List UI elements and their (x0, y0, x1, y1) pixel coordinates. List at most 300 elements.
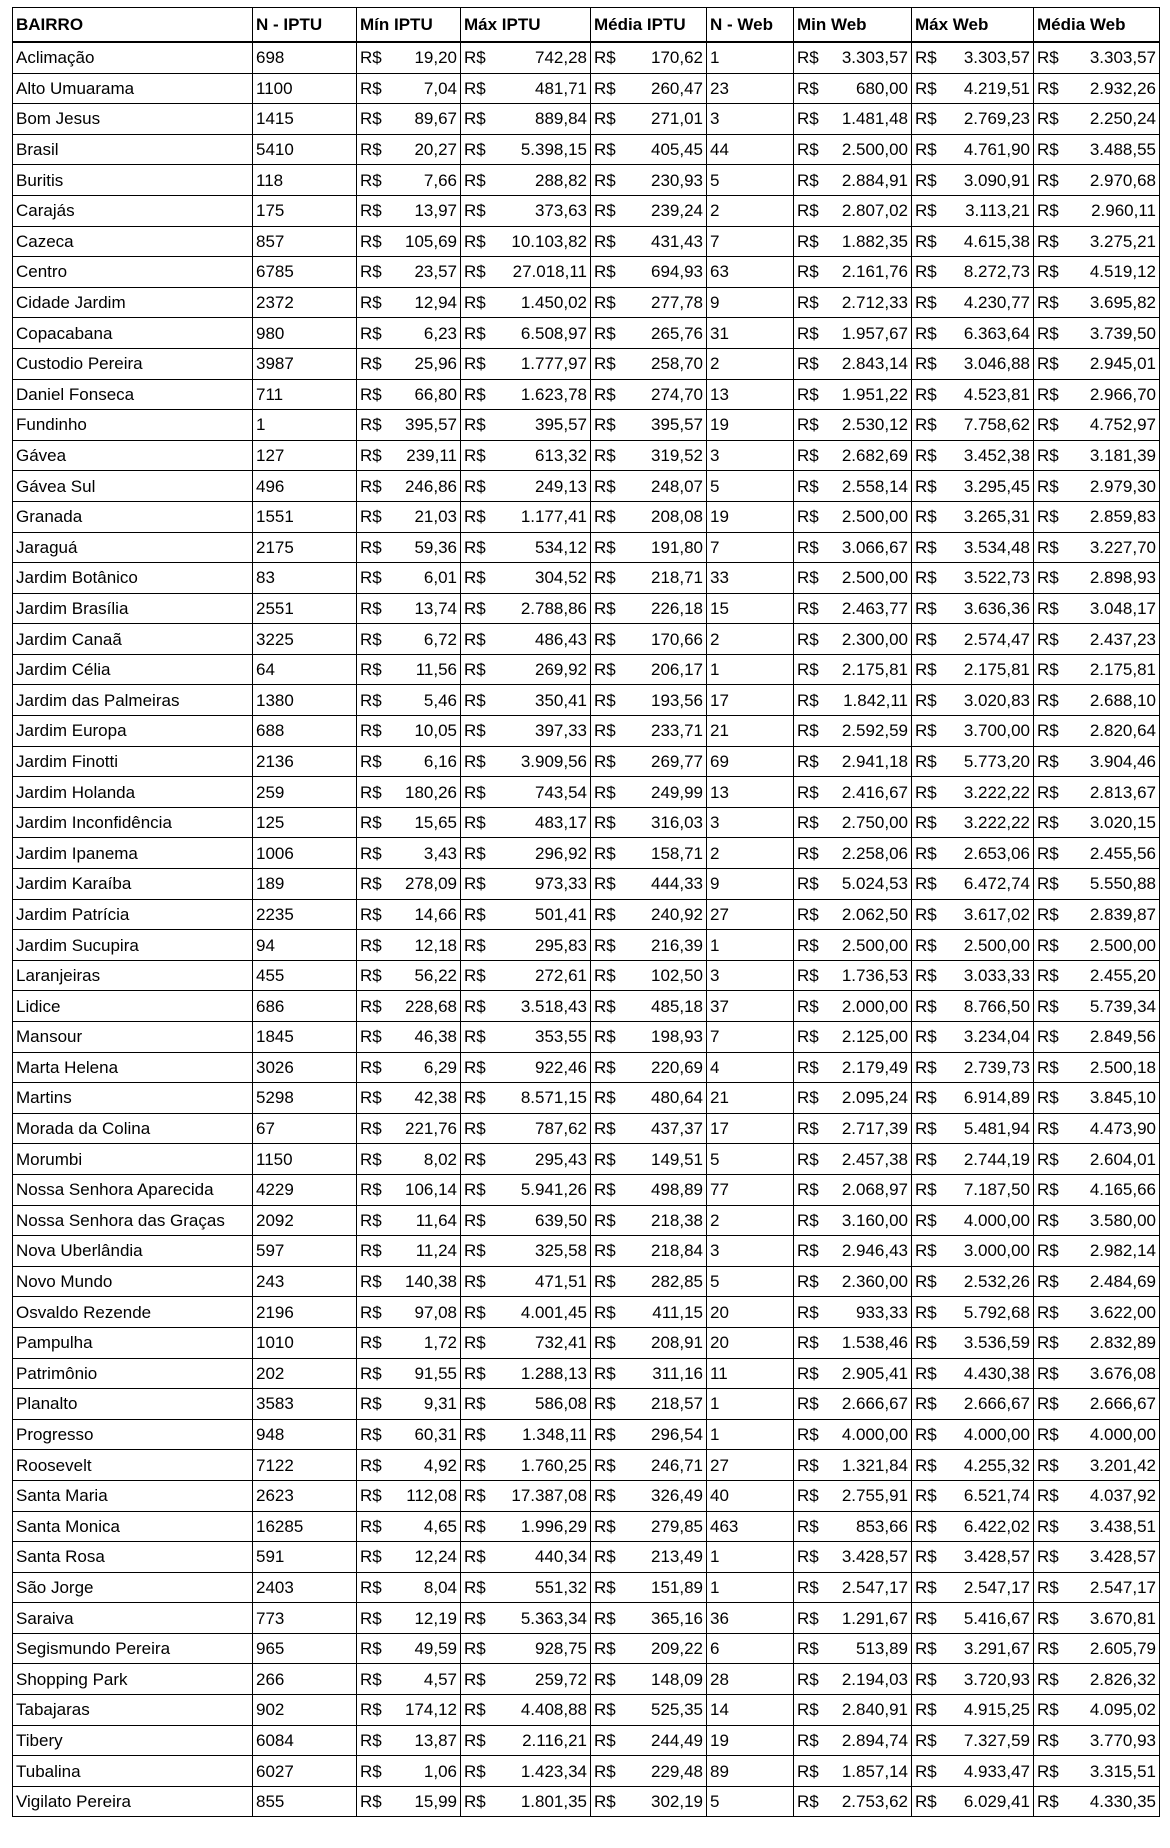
currency-symbol: R$ (1037, 1180, 1059, 1200)
currency-symbol: R$ (360, 1730, 382, 1750)
cell-media-web (1034, 716, 1160, 747)
currency-symbol: R$ (797, 966, 819, 986)
cell-value: 295,83 (535, 935, 587, 955)
currency-symbol: R$ (464, 1639, 486, 1659)
currency-symbol: R$ (464, 323, 486, 343)
cell-n-web: 1 (707, 1542, 794, 1573)
cell-bairro: Jardim Europa (13, 716, 253, 747)
cell-max-iptu (461, 1266, 591, 1297)
cell-min-iptu (357, 1205, 461, 1236)
cell-max-web (912, 501, 1034, 532)
cell-value: 12,19 (414, 1608, 457, 1628)
currency-symbol: R$ (594, 48, 616, 68)
cell-media-iptu (591, 73, 707, 104)
cell-value: 19,20 (414, 48, 457, 68)
cell-value: 295,43 (535, 1149, 587, 1169)
cell-value: 2.807,02 (841, 201, 908, 221)
cell-value: 3.295,45 (963, 476, 1030, 496)
cell-min-web (794, 777, 912, 808)
cell-n-iptu: 1 (253, 410, 357, 441)
cell-n-web: 1 (707, 1572, 794, 1603)
currency-symbol: R$ (915, 323, 937, 343)
cell-value: 3.670,81 (1089, 1608, 1156, 1628)
currency-symbol: R$ (464, 843, 486, 863)
cell-max-iptu (461, 1480, 591, 1511)
cell-min-iptu (357, 899, 461, 930)
cell-bairro: Osvaldo Rezende (13, 1297, 253, 1328)
cell-value: 1.882,35 (841, 231, 908, 251)
cell-max-iptu (461, 1786, 591, 1817)
cell-min-iptu (357, 1480, 461, 1511)
cell-value: 3.227,70 (1089, 537, 1156, 557)
cell-media-iptu (591, 1725, 707, 1756)
cell-min-iptu (357, 1022, 461, 1053)
currency-symbol: R$ (1037, 1241, 1059, 1261)
currency-symbol: R$ (360, 690, 382, 710)
currency-symbol: R$ (464, 1057, 486, 1077)
currency-symbol: R$ (360, 1425, 382, 1445)
cell-value: 405,45 (651, 140, 703, 160)
cell-max-iptu (461, 1542, 591, 1573)
cell-max-iptu (461, 532, 591, 563)
cell-media-web (1034, 1725, 1160, 1756)
currency-symbol: R$ (360, 813, 382, 833)
cell-n-web: 21 (707, 716, 794, 747)
cell-n-iptu: 1006 (253, 838, 357, 869)
cell-min-iptu (357, 318, 461, 349)
cell-value: 3.222,22 (963, 813, 1030, 833)
cell-value: 1.291,67 (841, 1608, 908, 1628)
currency-symbol: R$ (797, 1639, 819, 1659)
cell-min-web (794, 410, 912, 441)
currency-symbol: R$ (360, 1639, 382, 1659)
cell-max-iptu (461, 348, 591, 379)
cell-min-iptu (357, 746, 461, 777)
currency-symbol: R$ (1037, 1302, 1059, 1322)
cell-bairro: Jardim Sucupira (13, 930, 253, 961)
currency-symbol: R$ (1037, 1761, 1059, 1781)
currency-symbol: R$ (1037, 1516, 1059, 1536)
currency-symbol: R$ (915, 1577, 937, 1597)
cell-media-web (1034, 532, 1160, 563)
cell-media-iptu (591, 1572, 707, 1603)
cell-min-web (794, 899, 912, 930)
cell-value: 411,15 (652, 1302, 703, 1322)
currency-symbol: R$ (1037, 751, 1059, 771)
cell-min-iptu (357, 960, 461, 991)
cell-value: 4.000,00 (1089, 1425, 1156, 1445)
cell-max-iptu (461, 746, 591, 777)
cell-media-web (1034, 42, 1160, 73)
table-row (13, 318, 1160, 349)
cell-value: 3.700,00 (963, 721, 1030, 741)
cell-n-iptu: 64 (253, 654, 357, 685)
cell-min-web (794, 1419, 912, 1450)
currency-symbol: R$ (360, 262, 382, 282)
cell-value: 2.941,18 (841, 751, 908, 771)
cell-bairro: Copacabana (13, 318, 253, 349)
cell-min-iptu (357, 348, 461, 379)
cell-max-iptu (461, 654, 591, 685)
currency-symbol: R$ (915, 354, 937, 374)
currency-symbol: R$ (1037, 231, 1059, 251)
cell-value: 239,24 (651, 201, 703, 221)
cell-media-iptu (591, 1511, 707, 1542)
cell-max-web (912, 1511, 1034, 1542)
cell-max-iptu (461, 379, 591, 410)
currency-symbol: R$ (915, 537, 937, 557)
cell-n-web: 13 (707, 379, 794, 410)
cell-value: 296,54 (651, 1425, 703, 1445)
cell-min-web (794, 195, 912, 226)
currency-symbol: R$ (360, 1547, 382, 1567)
cell-media-web (1034, 1327, 1160, 1358)
cell-value: 271,01 (651, 109, 703, 129)
cell-n-web: 3 (707, 807, 794, 838)
cell-value: 2.717,39 (841, 1119, 908, 1139)
cell-value: 1.321,84 (841, 1455, 908, 1475)
cell-value: 2.946,43 (841, 1241, 908, 1261)
cell-media-web (1034, 1664, 1160, 1695)
cell-n-iptu: 688 (253, 716, 357, 747)
cell-value: 1.777,97 (520, 354, 587, 374)
cell-value: 2.982,14 (1089, 1241, 1156, 1261)
currency-symbol: R$ (1037, 1210, 1059, 1230)
cell-value: 3.066,67 (841, 537, 908, 557)
table-row (13, 73, 1160, 104)
currency-symbol: R$ (1037, 507, 1059, 527)
cell-media-iptu (591, 1113, 707, 1144)
header-max-iptu: Máx IPTU (461, 8, 591, 43)
cell-n-iptu: 591 (253, 1542, 357, 1573)
currency-symbol: R$ (797, 1210, 819, 1230)
currency-symbol: R$ (464, 537, 486, 557)
cell-value: 2.884,91 (841, 170, 908, 190)
currency-symbol: R$ (1037, 1057, 1059, 1077)
cell-n-web: 5 (707, 1144, 794, 1175)
cell-media-iptu (591, 1358, 707, 1389)
cell-value: 274,70 (651, 384, 703, 404)
cell-max-iptu (461, 1113, 591, 1144)
currency-symbol: R$ (797, 1425, 819, 1445)
cell-value: 23,57 (414, 262, 457, 282)
cell-bairro: Shopping Park (13, 1664, 253, 1695)
cell-n-web: 14 (707, 1695, 794, 1726)
cell-value: 221,76 (405, 1119, 457, 1139)
cell-media-web (1034, 165, 1160, 196)
cell-max-web (912, 348, 1034, 379)
cell-min-iptu (357, 1511, 461, 1542)
table-row (13, 1786, 1160, 1817)
cell-min-iptu (357, 134, 461, 165)
cell-value: 1.857,14 (841, 1761, 908, 1781)
currency-symbol: R$ (915, 1394, 937, 1414)
currency-symbol: R$ (594, 1302, 616, 1322)
currency-symbol: R$ (360, 996, 382, 1016)
currency-symbol: R$ (915, 446, 937, 466)
cell-value: 230,93 (651, 170, 703, 190)
cell-media-iptu (591, 1664, 707, 1695)
cell-value: 11,24 (415, 1241, 457, 1261)
cell-bairro: Gávea Sul (13, 471, 253, 502)
cell-value: 15,65 (414, 813, 457, 833)
cell-media-web (1034, 287, 1160, 318)
cell-bairro: Marta Helena (13, 1052, 253, 1083)
table-row (13, 1511, 1160, 1542)
cell-media-iptu (591, 532, 707, 563)
cell-value: 2.530,12 (841, 415, 908, 435)
cell-min-iptu (357, 1664, 461, 1695)
cell-max-web (912, 1664, 1034, 1695)
table-row (13, 195, 1160, 226)
cell-max-web (912, 257, 1034, 288)
cell-n-iptu: 125 (253, 807, 357, 838)
currency-symbol: R$ (1037, 109, 1059, 129)
cell-value: 3.000,00 (963, 1241, 1030, 1261)
cell-value: 6.029,41 (963, 1792, 1030, 1812)
cell-value: 3.046,88 (963, 354, 1030, 374)
cell-max-iptu (461, 73, 591, 104)
cell-max-web (912, 1786, 1034, 1817)
currency-symbol: R$ (915, 660, 937, 680)
cell-value: 316,03 (651, 813, 703, 833)
currency-symbol: R$ (594, 1149, 616, 1169)
cell-bairro: Nossa Senhora Aparecida (13, 1174, 253, 1205)
cell-value: 4.915,25 (963, 1700, 1030, 1720)
cell-media-iptu (591, 1144, 707, 1175)
currency-symbol: R$ (1037, 1577, 1059, 1597)
cell-value: 218,57 (651, 1394, 703, 1414)
currency-symbol: R$ (797, 1516, 819, 1536)
cell-value: 2.843,14 (841, 354, 908, 374)
table-row (13, 1113, 1160, 1144)
cell-value: 249,13 (535, 476, 587, 496)
cell-n-iptu: 1551 (253, 501, 357, 532)
currency-symbol: R$ (797, 140, 819, 160)
cell-value: 2.547,17 (841, 1577, 908, 1597)
cell-n-web: 19 (707, 1725, 794, 1756)
cell-value: 6.422,02 (963, 1516, 1030, 1536)
currency-symbol: R$ (594, 996, 616, 1016)
currency-symbol: R$ (360, 629, 382, 649)
currency-symbol: R$ (360, 1302, 382, 1322)
cell-value: 12,24 (414, 1547, 457, 1567)
cell-value: 2.500,00 (841, 140, 908, 160)
cell-value: 9,31 (423, 1394, 457, 1414)
cell-max-iptu (461, 501, 591, 532)
cell-value: 208,08 (651, 507, 703, 527)
currency-symbol: R$ (915, 48, 937, 68)
cell-media-iptu (591, 410, 707, 441)
currency-symbol: R$ (1037, 1425, 1059, 1445)
currency-symbol: R$ (797, 48, 819, 68)
cell-max-web (912, 1358, 1034, 1389)
cell-media-iptu (591, 1205, 707, 1236)
currency-symbol: R$ (360, 140, 382, 160)
cell-value: 365,16 (651, 1608, 703, 1628)
currency-symbol: R$ (915, 843, 937, 863)
cell-value: 220,69 (651, 1057, 703, 1077)
cell-n-web: 11 (707, 1358, 794, 1389)
currency-symbol: R$ (915, 568, 937, 588)
currency-symbol: R$ (594, 1608, 616, 1628)
currency-symbol: R$ (360, 231, 382, 251)
cell-media-web (1034, 226, 1160, 257)
cell-n-web: 6 (707, 1633, 794, 1664)
cell-min-web (794, 685, 912, 716)
currency-symbol: R$ (1037, 354, 1059, 374)
currency-symbol: R$ (594, 109, 616, 129)
cell-n-web: 7 (707, 532, 794, 563)
cell-media-iptu (591, 1327, 707, 1358)
cell-value: 2.125,00 (841, 1027, 908, 1047)
cell-min-web (794, 1174, 912, 1205)
cell-max-web (912, 563, 1034, 594)
cell-bairro: Nossa Senhora das Graças (13, 1205, 253, 1236)
currency-symbol: R$ (594, 323, 616, 343)
cell-value: 2.712,33 (841, 293, 908, 313)
cell-media-web (1034, 1236, 1160, 1267)
table-row (13, 1542, 1160, 1573)
cell-n-iptu: 259 (253, 777, 357, 808)
cell-n-iptu: 1380 (253, 685, 357, 716)
cell-max-web (912, 1572, 1034, 1603)
currency-symbol: R$ (594, 874, 616, 894)
currency-symbol: R$ (797, 1088, 819, 1108)
cell-value: 218,84 (651, 1241, 703, 1261)
cell-n-iptu: 857 (253, 226, 357, 257)
cell-media-web (1034, 960, 1160, 991)
cell-value: 21,03 (414, 507, 457, 527)
cell-media-iptu (591, 318, 707, 349)
currency-symbol: R$ (797, 813, 819, 833)
cell-value: 2.755,91 (841, 1486, 908, 1506)
currency-symbol: R$ (594, 904, 616, 924)
cell-max-web (912, 1695, 1034, 1726)
currency-symbol: R$ (360, 1394, 382, 1414)
cell-media-iptu (591, 685, 707, 716)
cell-bairro: Morada da Colina (13, 1113, 253, 1144)
cell-min-web (794, 1572, 912, 1603)
cell-media-iptu (591, 899, 707, 930)
cell-media-iptu (591, 1389, 707, 1420)
cell-bairro: Jardim Ipanema (13, 838, 253, 869)
cell-min-iptu (357, 165, 461, 196)
cell-value: 4.473,90 (1089, 1119, 1156, 1139)
cell-max-iptu (461, 1511, 591, 1542)
cell-bairro: Tubalina (13, 1756, 253, 1787)
cell-value: 1.801,35 (520, 1792, 587, 1812)
currency-symbol: R$ (797, 1486, 819, 1506)
cell-bairro: Fundinho (13, 410, 253, 441)
currency-symbol: R$ (360, 446, 382, 466)
table-row (13, 1052, 1160, 1083)
cell-min-iptu (357, 471, 461, 502)
currency-symbol: R$ (915, 1730, 937, 1750)
currency-symbol: R$ (464, 1180, 486, 1200)
currency-symbol: R$ (1037, 935, 1059, 955)
cell-min-web (794, 1297, 912, 1328)
cell-media-iptu (591, 1236, 707, 1267)
cell-value: 3.845,10 (1089, 1088, 1156, 1108)
cell-value: 6.914,89 (963, 1088, 1030, 1108)
cell-value: 933,33 (856, 1302, 908, 1322)
cell-value: 2.750,00 (841, 813, 908, 833)
cell-min-iptu (357, 1358, 461, 1389)
cell-value: 158,71 (651, 843, 703, 863)
cell-min-iptu (357, 195, 461, 226)
cell-value: 209,22 (651, 1639, 703, 1659)
currency-symbol: R$ (797, 1272, 819, 1292)
cell-value: 1.957,67 (841, 323, 908, 343)
currency-symbol: R$ (594, 568, 616, 588)
cell-value: 2.894,74 (841, 1730, 908, 1750)
cell-value: 8,02 (423, 1149, 457, 1169)
currency-symbol: R$ (594, 1486, 616, 1506)
cell-value: 2.832,89 (1089, 1333, 1156, 1353)
cell-min-iptu (357, 532, 461, 563)
cell-value: 1.450,02 (520, 293, 587, 313)
cell-value: 2.688,10 (1089, 690, 1156, 710)
currency-symbol: R$ (1037, 1272, 1059, 1292)
cell-value: 7,04 (423, 78, 457, 98)
currency-symbol: R$ (360, 1241, 382, 1261)
cell-n-iptu: 455 (253, 960, 357, 991)
cell-max-iptu (461, 1633, 591, 1664)
cell-value: 4,57 (423, 1669, 457, 1689)
cell-value: 2.457,38 (841, 1149, 908, 1169)
cell-value: 6,23 (423, 323, 457, 343)
cell-value: 395,57 (405, 415, 457, 435)
currency-symbol: R$ (594, 629, 616, 649)
cell-n-iptu: 6084 (253, 1725, 357, 1756)
currency-symbol: R$ (797, 1700, 819, 1720)
currency-symbol: R$ (915, 1088, 937, 1108)
cell-bairro: Jardim Canaã (13, 624, 253, 655)
currency-symbol: R$ (915, 1272, 937, 1292)
cell-bairro: Gávea (13, 440, 253, 471)
currency-symbol: R$ (915, 904, 937, 924)
cell-value: 193,56 (651, 690, 703, 710)
cell-n-web: 3 (707, 440, 794, 471)
cell-min-iptu (357, 1695, 461, 1726)
cell-min-iptu (357, 73, 461, 104)
cell-value: 2.574,47 (963, 629, 1030, 649)
cell-value: 444,33 (651, 874, 703, 894)
currency-symbol: R$ (797, 1302, 819, 1322)
cell-value: 258,70 (651, 354, 703, 374)
cell-n-web: 4 (707, 1052, 794, 1083)
cell-n-web: 1 (707, 1419, 794, 1450)
table-row (13, 532, 1160, 563)
cell-min-iptu (357, 1266, 461, 1297)
cell-value: 2.116,21 (522, 1730, 587, 1750)
cell-max-iptu (461, 1144, 591, 1175)
cell-min-web (794, 42, 912, 73)
cell-value: 97,08 (414, 1302, 457, 1322)
cell-value: 46,38 (414, 1027, 457, 1047)
cell-value: 170,62 (651, 48, 703, 68)
cell-value: 2.753,62 (841, 1792, 908, 1812)
cell-max-iptu (461, 440, 591, 471)
cell-value: 2.095,24 (841, 1088, 908, 1108)
table-row (13, 777, 1160, 808)
cell-min-web (794, 1144, 912, 1175)
cell-max-web (912, 1266, 1034, 1297)
cell-value: 3.303,57 (841, 48, 908, 68)
cell-value: 4.330,35 (1089, 1792, 1156, 1812)
currency-symbol: R$ (464, 1241, 486, 1261)
